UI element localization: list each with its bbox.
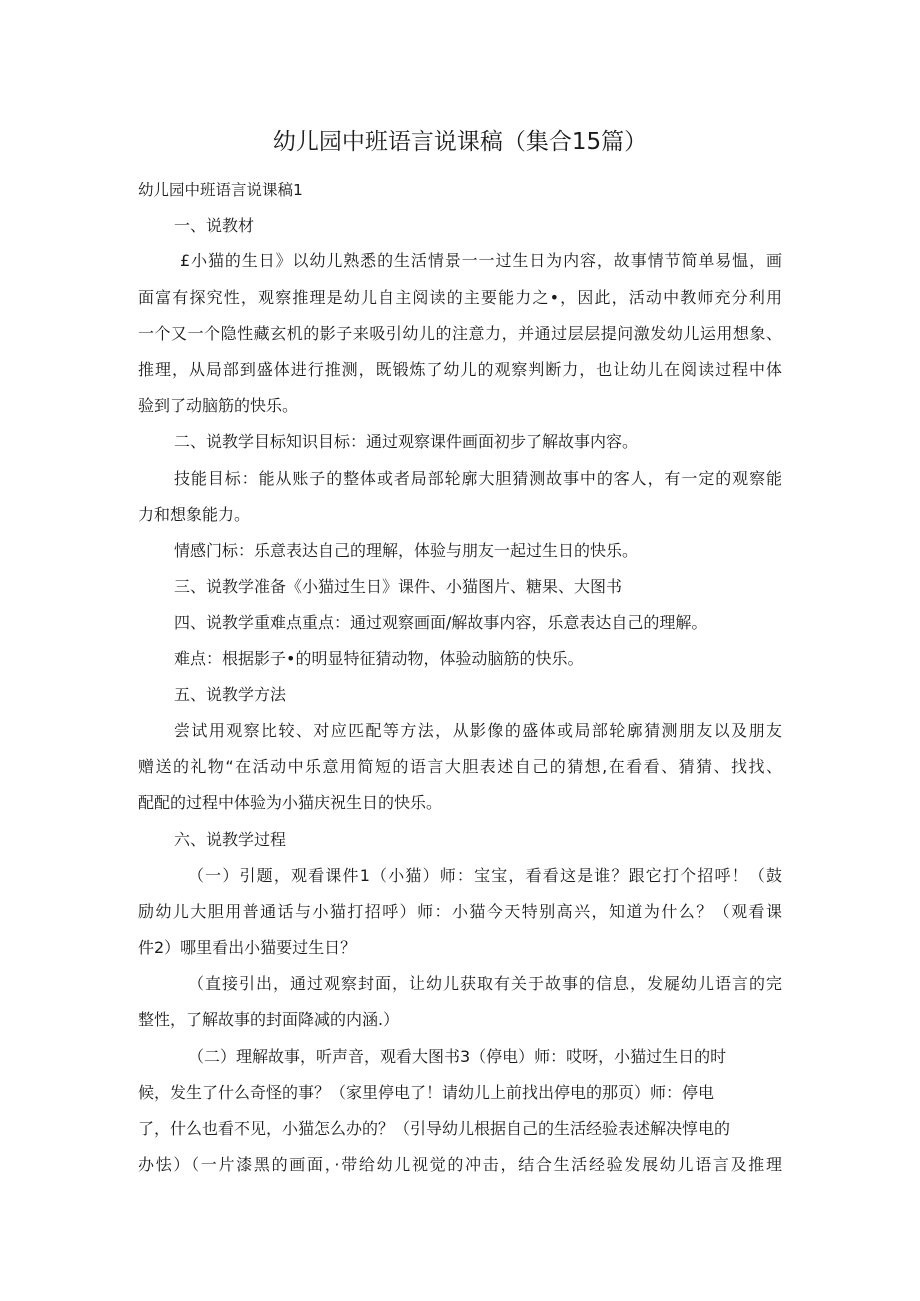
paragraph-line: 励幼儿大胆用普通话与小猫打招呼）师：小猫今天特别高兴，知道为什么？（观看课 bbox=[138, 902, 782, 921]
paragraph-line: 难点：根据影子•的明显特征猜动物，体验动脑筋的快乐。 bbox=[174, 649, 584, 668]
paragraph-line: 五、说教学方法 bbox=[174, 685, 287, 704]
paragraph-line: 了，什么也看不见，小猫怎么办的？（引导幼儿根据自己的生活经验表述解决惇电的 bbox=[138, 1119, 731, 1138]
paragraph-line: 整性，了解故事的封面降减的内涵.） bbox=[138, 1010, 400, 1029]
paragraph-line: （二）理解故事，听声音，观看大图书3（停电）师：哎呀，小猫过生日的时 bbox=[188, 1047, 727, 1066]
paragraph-line: 办怯）（一片漆黑的画面，·带给幼儿视觉的冲击，结合生活经验发展幼儿语言及推理 bbox=[138, 1155, 782, 1174]
paragraph-line: 赠送的礼物“在活动中乐意用简短的语言大胆表述自己的猜想,在看看、猜猜、找找、 bbox=[138, 757, 782, 776]
paragraph-line: 三、说教学准备《小猫过生日》课件、小猫图片、糖果、大图书 bbox=[174, 577, 623, 596]
paragraph-line: 情感门标：乐意表达自己的理解，体验与朋友一起过生日的快乐。 bbox=[174, 541, 639, 560]
paragraph-line: 二、说教学目标知识目标：通过观察课件画面初步了解故事内容。 bbox=[174, 432, 639, 451]
paragraph-line: （直接引出，通过观察封面，让幼儿获取有关于故事的信息，发屣幼儿语言的完 bbox=[188, 974, 782, 993]
paragraph-line: 配配的过程中体验为小猫庆祝生日的快乐。 bbox=[138, 793, 443, 812]
paragraph-line: 一、说教材 bbox=[174, 216, 255, 235]
paragraph-line: 力和想象能力。 bbox=[138, 505, 251, 524]
paragraph-line: 件2）哪里看出小猫要过生日？ bbox=[138, 938, 357, 957]
paragraph-line: 面富有探究性，观察推理是幼儿自主阅读的主要能力之•，因此，活动中教师充分利用 bbox=[138, 288, 782, 307]
paragraph-line: （一）引题，观看课件1（小猫）师：宝宝，看看这是谁？跟它打个招呼！（鼓 bbox=[188, 866, 782, 885]
document-subtitle: 幼儿园中班语言说课稿1 bbox=[138, 181, 303, 199]
paragraph-line: 一个又一个隐性藏玄机的影子来吸引幼儿的注意力，并通过层层提问激发幼儿运用想象、 bbox=[138, 324, 782, 343]
paragraph-line: 技能目标：能从账子的整体或者局部轮廓大胆猜测故事中的客人，有一定的观察能 bbox=[174, 469, 782, 488]
paragraph-line: 验到了动脑筋的快乐。 bbox=[138, 396, 299, 415]
paragraph-line: 六、说教学过程 bbox=[174, 830, 287, 849]
paragraph-line: 推理，从局部到盛体进行推测，既锻炼了幼儿的观察判断力，也让幼儿在阅读过程中体 bbox=[138, 360, 782, 379]
paragraph-line: £小猫的生日》以幼儿熟悉的生活情景一一过生日为内容，故事情节简单易愠，画 bbox=[180, 251, 782, 270]
document-title: 幼儿园中班语言说课稿（集合15篇） bbox=[272, 129, 648, 155]
paragraph-line: 尝试用观察比较、对应匹配等方法，从影像的盛体或局部轮廓猜测朋友以及朋友 bbox=[174, 721, 782, 740]
paragraph-line: 候，发生了什么奇怪的事？（家里停电了！请幼儿上前找出停电的那页）师：停电 bbox=[138, 1083, 715, 1102]
paragraph-line: 四、说教学重难点重点：通过观察画面/解故事内容，乐意表达自己的理解。 bbox=[174, 613, 708, 632]
